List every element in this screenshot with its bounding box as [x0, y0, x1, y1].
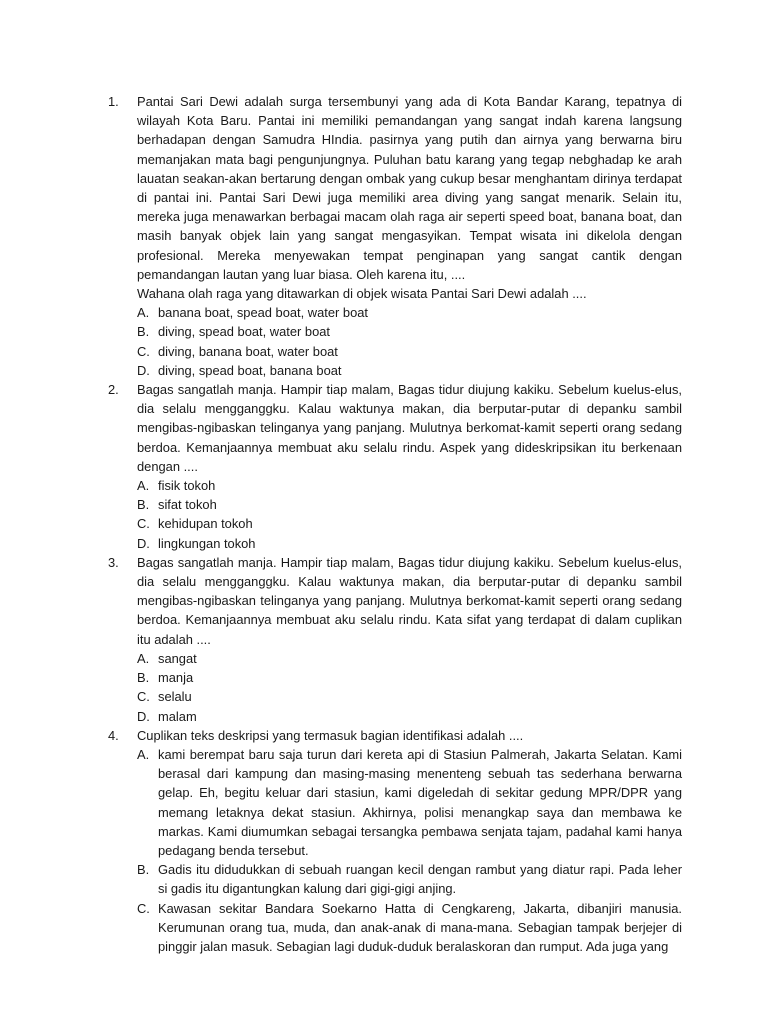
question-list: [108, 92, 682, 956]
option-d: [137, 361, 682, 380]
option-c: [137, 342, 682, 361]
option-letter: A.: [137, 650, 150, 666]
option-text: diving, spead boat, water boat: [158, 324, 330, 340]
option-b: [137, 322, 682, 341]
question-number: 2.: [108, 382, 119, 398]
option-letter: B.: [137, 670, 150, 686]
option-text: kami berempat baru saja turun dari kereta api di Stasiun Palmerah, Jakarta Selatan. Kami berasal dari kampung dan masing-masing menenteng sebuah tas sederhana berwarna gelap. Eh, begitu keluar dari stasiun, kami digeledah di sekitar gedung MPR/DPR yang memang letaknya dekat stasiun. Akhirnya, polisi menangkap saya dan membawa ke markas. Kami diumumkan sebagai tersangka pembawa senjata tajam, padahal kami hanya pedagang benda tersebut.: [158, 746, 682, 858]
option-text: lingkungan tokoh: [158, 535, 256, 551]
option-letter: B.: [137, 497, 150, 513]
option-list: [137, 303, 682, 380]
option-text: Kawasan sekitar Bandara Soekarno Hatta di Cengkareng, Jakarta, dibanjiri manusia. Kerumunan orang tua, muda, dan anak-anak di mana-mana. Sebagian tampak berjejer di pinggir jalan masuk. Sebagian lagi duduk-duduk beralaskoran dan rumput. Ada juga yang: [158, 900, 682, 954]
option-text: sifat tokoh: [158, 497, 217, 513]
question-number: 1.: [108, 94, 119, 109]
question-text: Bagas sangatlah manja. Hampir tiap malam, Bagas tidur diujung kakiku. Sebelum kuelus-elus, dia selalu mengganggku. Kalau waktunya makan, dia berputar-putar di depanku sambil mengibas-ngibaskan telinganya yang panjang. Mulutnya berkomat-kamit seperti orang sedang berdoa. Kemanjaannya membuat aku selalu rindu. Aspek yang dideskripsikan itu berkenaan dengan ....: [137, 382, 682, 474]
option-letter: C.: [137, 689, 150, 705]
option-letter: C.: [137, 900, 150, 916]
option-text: selalu: [158, 689, 192, 705]
option-a: [137, 303, 682, 322]
option-a: [137, 476, 682, 495]
option-text: Gadis itu didudukkan di sebuah ruangan kecil dengan rambut yang diatur rapi. Pada leher si gadis itu digantungkan kalung dari gigi-gigi anjing.: [158, 862, 682, 897]
question-number: 4.: [108, 727, 119, 743]
option-c: [137, 687, 682, 706]
option-c: [137, 514, 682, 533]
question-2: [108, 380, 682, 553]
option-letter: B.: [137, 862, 150, 878]
option-list: [137, 649, 682, 726]
option-letter: A.: [137, 305, 150, 321]
option-text: diving, banana boat, water boat: [158, 343, 338, 359]
option-a: [137, 745, 682, 860]
question-text: Bagas sangatlah manja. Hampir tiap malam, Bagas tidur diujung kakiku. Sebelum kuelus-elus, dia selalu mengganggku. Kalau waktunya makan, dia berputar-putar di depanku sambil mengibas-ngibaskan telinganya yang panjang. Mulutnya berkomat-kamit seperti orang sedang berdoa. Kemanjaannya membuat aku selalu rindu. Kata sifat yang terdapat di dalam cuplikan itu adalah ....: [137, 554, 682, 647]
option-text: kehidupan tokoh: [158, 516, 253, 532]
option-a: [137, 649, 682, 668]
option-letter: C.: [137, 516, 150, 532]
option-b: [137, 495, 682, 514]
option-text: banana boat, spead boat, water boat: [158, 305, 368, 321]
question-4: [108, 726, 682, 956]
question-1: [108, 92, 682, 380]
option-text: sangat: [158, 650, 197, 666]
option-list: [137, 476, 682, 553]
option-letter: C.: [137, 343, 150, 359]
option-text: diving, spead boat, banana boat: [158, 362, 342, 378]
option-letter: B.: [137, 324, 150, 340]
option-letter: D.: [137, 708, 150, 724]
option-letter: D.: [137, 362, 150, 378]
option-letter: A.: [137, 746, 150, 762]
option-d: [137, 534, 682, 553]
question-3: [108, 553, 682, 726]
option-letter: A.: [137, 478, 150, 494]
question-prompt: Wahana olah raga yang ditawarkan di objek wisata Pantai Sari Dewi adalah ....: [137, 286, 587, 302]
option-c: [137, 899, 682, 957]
option-text: manja: [158, 670, 194, 686]
option-text: fisik tokoh: [158, 478, 216, 494]
question-text: Pantai Sari Dewi adalah surga tersembunyi yang ada di Kota Bandar Karang, tepatnya di wilayah Kota Baru. Pantai ini memiliki pemandangan yang sangat indah karena langsung berhadapan dengan Samudra HIndia. pasirnya yang putih dan airnya yang berwarna biru memanjakan mata bagi pengunjungnya. Puluhan batu karang yang tegap nebghadap ke arah lauatan seakan-akan bertarung dengan ombak yang cukup besar menghantam dirinya terdapat di pantai ini. Pantai Sari Dewi juga memiliki area diving yang sangat menarik. Selain itu, mereka juga menawarkan berbagai macam olah raga air seperti speed boat, banana boat, dan masih banyak objek lain yang sangat mengasyikan. Tempat wisata ini dikelola dengan profesional. Mereka menyewakan tempat penginapan yang sangat cantik dengan pemandangan lautan yang luar biasa. Oleh karena itu, ....: [137, 94, 682, 282]
question-number: 3.: [108, 554, 119, 570]
option-b: [137, 860, 682, 898]
question-text: Cuplikan teks deskripsi yang termasuk bagian identifikasi adalah ....: [137, 727, 524, 743]
option-d: [137, 707, 682, 726]
option-list: [137, 745, 682, 956]
option-b: [137, 668, 682, 687]
option-letter: D.: [137, 535, 150, 551]
option-text: malam: [158, 708, 197, 724]
